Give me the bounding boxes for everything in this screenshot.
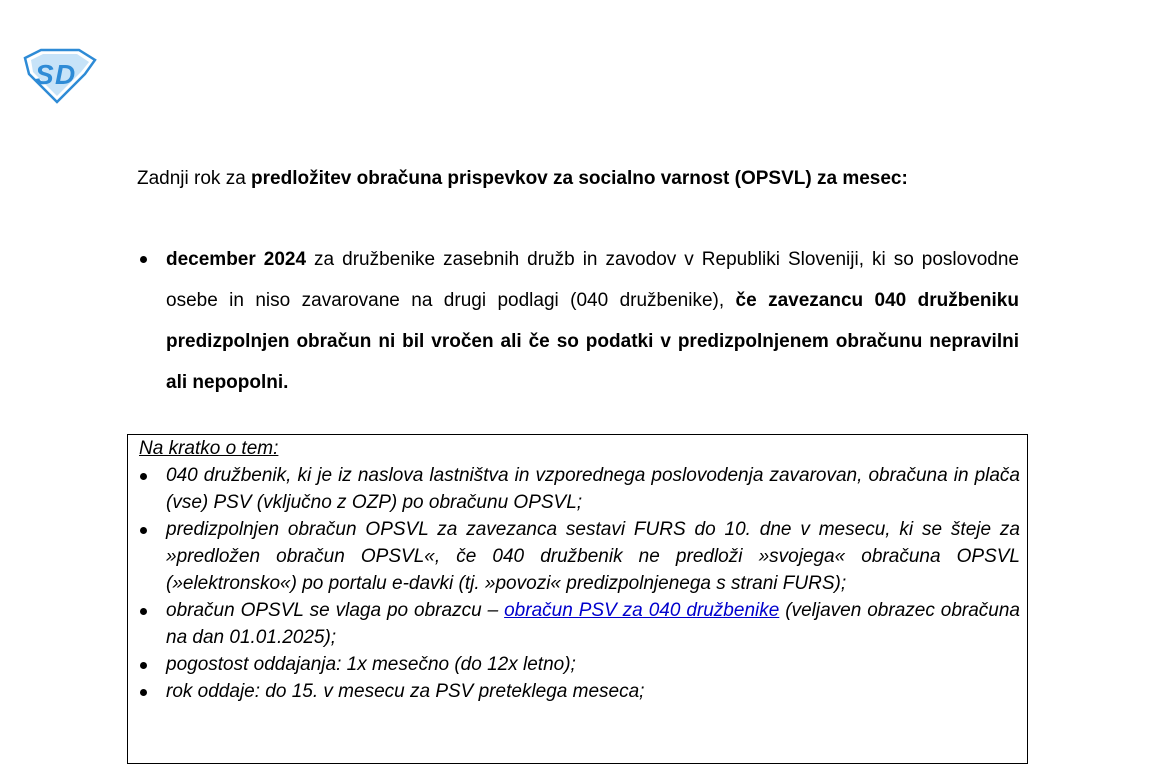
- list-item-text: rok oddaje: do 15. v mesecu za PSV preteklega meseca;: [166, 681, 645, 702]
- intro-paragraph: [137, 158, 1019, 199]
- form-link[interactable]: obračun PSV za 040 družbenike: [504, 600, 780, 621]
- bullet-icon: [140, 662, 147, 669]
- list-item-text: pogostost oddajanja: 1x mesečno (do 12x letno);: [166, 654, 576, 675]
- bullet-icon: [140, 689, 147, 696]
- list-item-text: (veljaven obrazec obračuna na dan 01.01.2025);: [166, 600, 1020, 648]
- bullet-text: za družbenike zasebnih družb in zavodov v Republiki Sloveniji, ki so poslovodne osebe in niso zavarovane na drugi podlagi (040 družbenike),: [166, 249, 1019, 311]
- bullet-condition-text: če zavezancu 040 družbeniku predizpolnjen obračun ni bil vročen ali če so podatki v predizpolnjenem obračunu nepravilni ali nepopolni.: [166, 290, 1019, 393]
- bullet-icon: [140, 527, 147, 534]
- bullet-icon: [140, 256, 147, 263]
- list-item: [137, 651, 1020, 678]
- summary-title: Na kratko o tem:: [139, 438, 279, 459]
- list-item: [137, 597, 1020, 651]
- summary-box: [127, 434, 1028, 764]
- intro-bold-text: predložitev obračuna prispevkov za socialno varnost (OPSVL) za mesec:: [251, 168, 908, 189]
- list-item-text: predizpolnjen obračun OPSVL za zavezanca sestavi FURS do 10. dne v mesecu, ki se šteje za »predložen obračun OPSVL«, če 040 družbenik ne predloži »svojega« obračuna OPSVL (»elektronsko«) po portalu e-davki (tj. »povozi« predizpolnjenega s strani FURS);: [166, 519, 1020, 594]
- list-item-text: 040 družbenik, ki je iz naslova lastništva in vzporednega poslovodenja zavarovan, obračuna in plača (vse) PSV (vključno z OZP) po obračunu OPSVL;: [166, 465, 1020, 513]
- month-label: december 2024: [166, 249, 307, 270]
- list-item: [137, 678, 1020, 705]
- svg-text:D: D: [55, 59, 76, 90]
- bullet-icon: [140, 608, 147, 615]
- company-logo: [21, 48, 97, 104]
- bullet-icon: [140, 473, 147, 480]
- svg-text:S: S: [35, 59, 54, 90]
- summary-list: [137, 462, 1020, 705]
- intro-text: Zadnji rok za: [137, 168, 252, 189]
- list-item-text: obračun OPSVL se vlaga po obrazcu –: [166, 600, 505, 621]
- list-item: [137, 516, 1020, 597]
- list-item: [137, 239, 1019, 403]
- list-item: [137, 462, 1020, 516]
- deadline-list: [137, 239, 1019, 403]
